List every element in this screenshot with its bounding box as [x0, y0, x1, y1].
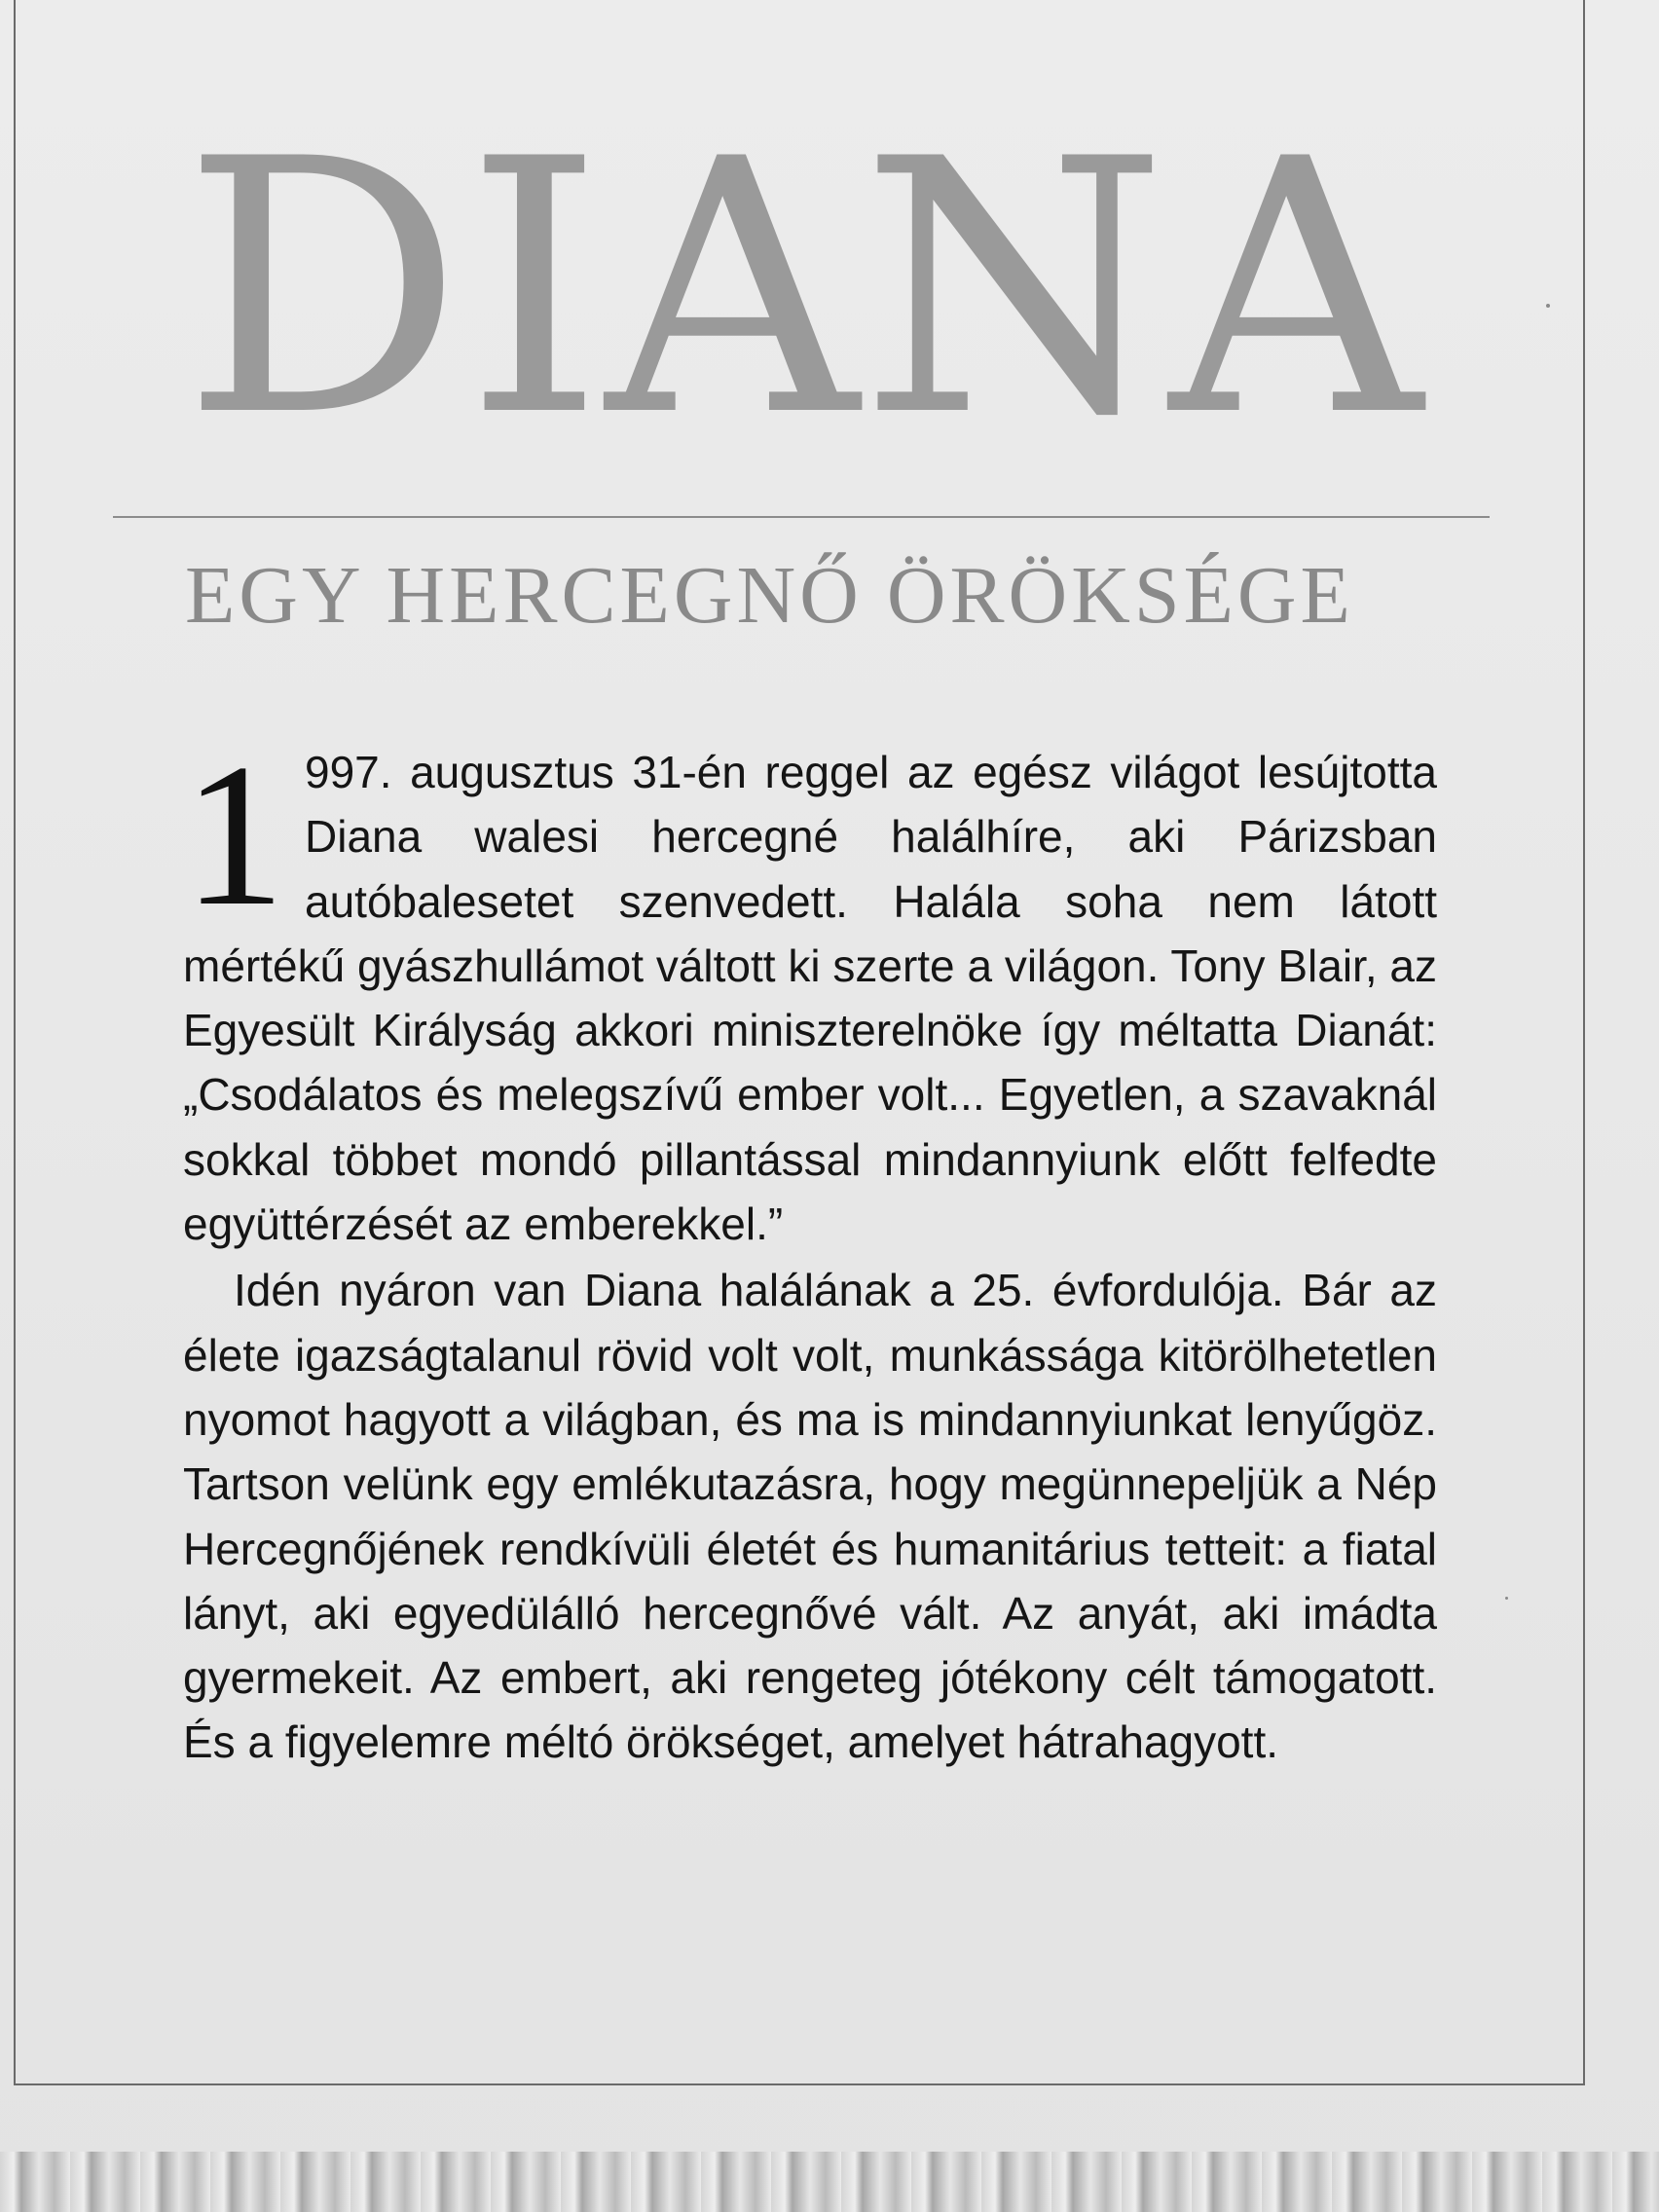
drop-cap: 1 [183, 722, 285, 948]
page-subtitle: EGY HERCEGNŐ ÖRÖKSÉGE [185, 550, 1354, 641]
paper-speck [1505, 1597, 1508, 1600]
title-divider [113, 516, 1490, 518]
article-paragraph-2: Idén nyáron van Diana halálának a 25. évfordulója. Bár az élete igazságtalanul rövid volt volt, munkássága kitörölhetetlen nyomot hagyott a világban, és ma is mindannyiunkat lenyűgöz. Tartson velünk egy emlékutazásra, hogy megünnepeljük a Nép Hercegnőjének rendkívüli életét és humanitárius tetteit: a fiatal lányt, aki egyedülálló hercegnővé vált. Az anyát, aki imádta gyermekeit. Az embert, aki rengeteg jótékony célt támogatott. És a figyelemre méltó örökséget, amelyet hátrahagyott. [183, 1265, 1437, 1768]
next-page-edge [0, 2152, 1659, 2212]
article-paragraph-1 [183, 722, 1437, 1256]
article-paragraph-1-text: 997. augusztus 31-én reggel az egész világot lesújtotta Diana walesi hercegné halálhíre, aki Párizsban autóbalesetet szenvedett. Halála soha nem látott mértékű gyászhullámot váltott ki szerte a világon. Tony Blair, az Egyesült Királyság akkori miniszterelnöke így méltatta Dianát: „Csodálatos és melegszívű ember volt... Egyetlen, a szavaknál sokkal többet mondó pillantással mindannyiunk előtt felfedte együttérzését az emberekkel.” [183, 747, 1437, 1250]
paper-speck [1546, 304, 1550, 308]
article-body [183, 722, 1437, 1775]
page-title: DIANA [182, 85, 1424, 493]
